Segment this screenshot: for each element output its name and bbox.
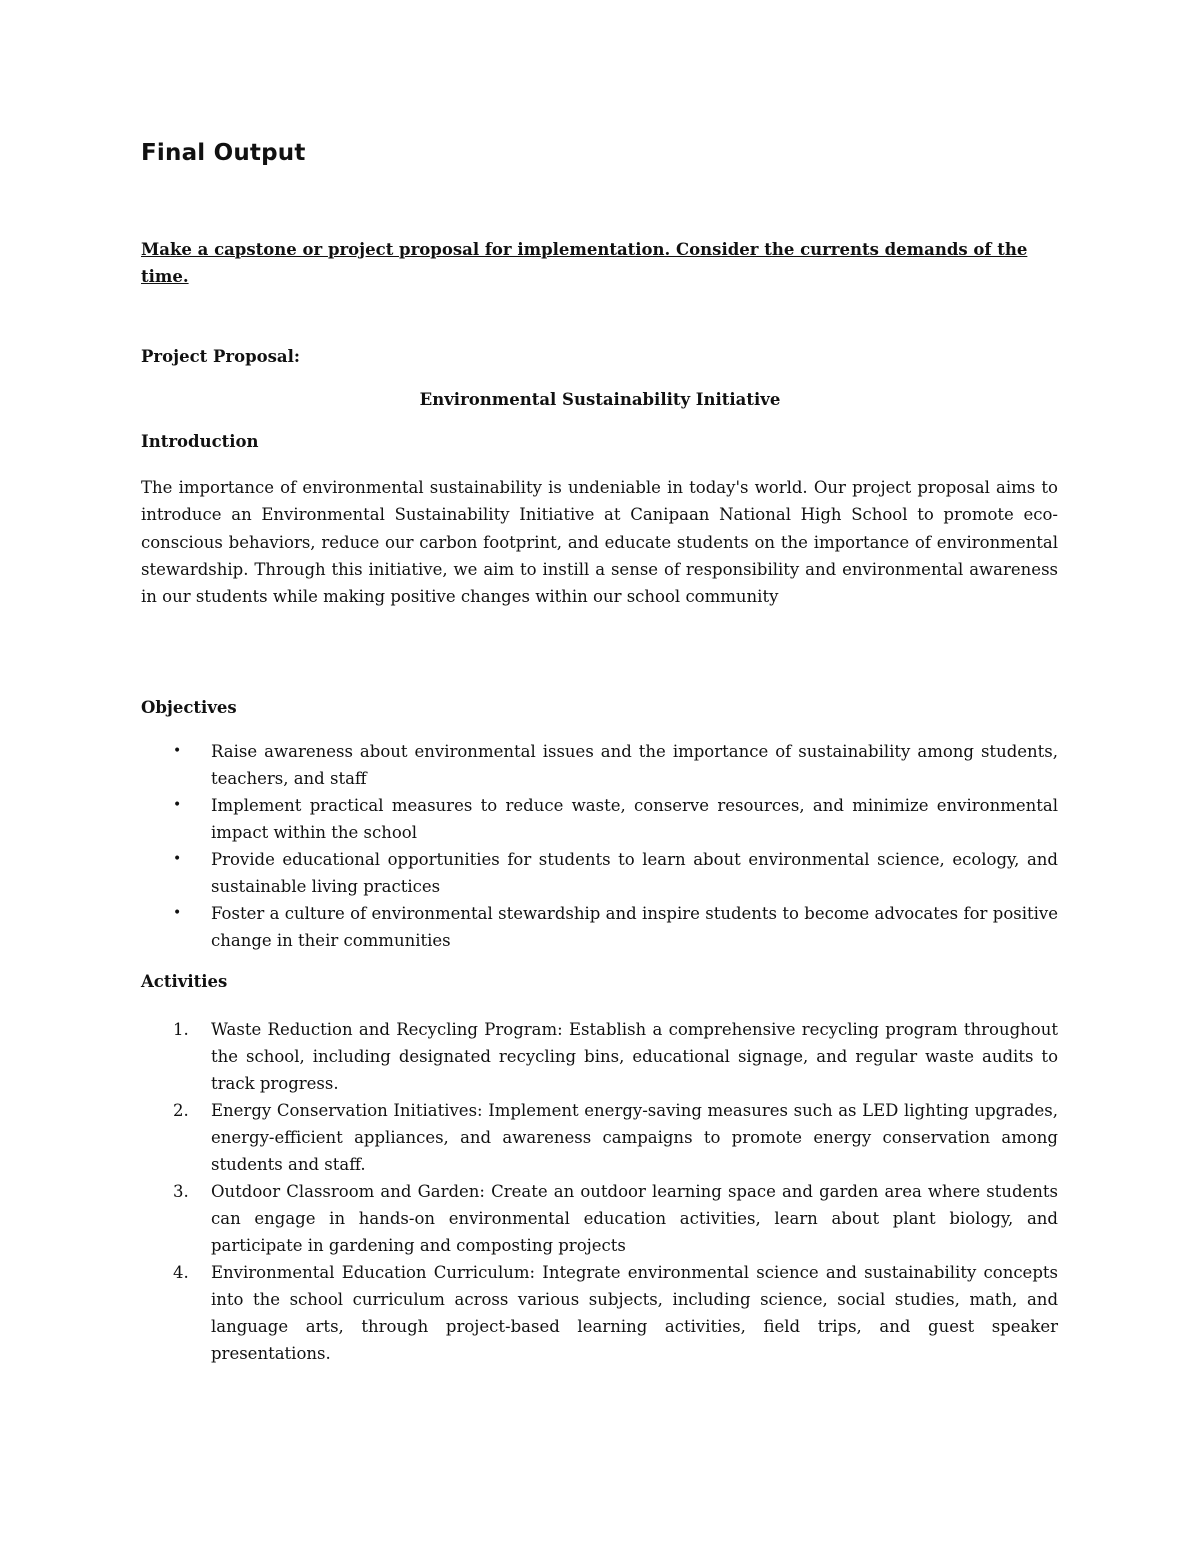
list-item [141, 1016, 1058, 1097]
list-number: 4. [173, 1263, 189, 1282]
objectives-list [141, 738, 1058, 954]
bullet-icon: • [173, 797, 182, 813]
page-title: Final Output [141, 140, 306, 166]
activity-text: Energy Conservation Initiatives: Implement energy-saving measures such as LED lighting upgrades, energy-efficient appliances, and awareness campaigns to promote energy conservation among students and staff. [211, 1101, 1058, 1174]
list-item [141, 1097, 1058, 1178]
activities-list [141, 1016, 1058, 1367]
list-number: 1. [173, 1020, 189, 1039]
bullet-icon: • [173, 851, 182, 867]
list-item [141, 846, 1058, 900]
objective-text: Raise awareness about environmental issues and the importance of sustainability among students, teachers, and staff [211, 742, 1058, 788]
objective-text: Provide educational opportunities for students to learn about environmental science, ecology, and sustainable living practices [211, 850, 1058, 896]
activity-text: Waste Reduction and Recycling Program: Establish a comprehensive recycling program throughout the school, including designated recycling bins, educational signage, and regular waste audits to track progress. [211, 1020, 1058, 1093]
activities-heading: Activities [141, 972, 228, 991]
proposal-title: Environmental Sustainability Initiative [419, 390, 781, 409]
objectives-heading: Objectives [141, 698, 237, 717]
introduction-paragraph: The importance of environmental sustainability is undeniable in today's world. Our project proposal aims to introduce an Environmental Sustainability Initiative at Canipaan National High School to promote eco-conscious behaviors, reduce our carbon footprint, and educate students on the importance of environmental stewardship. Through this initiative, we aim to instill a sense of responsibility and environmental awareness in our students while making positive changes within our school community [141, 478, 1058, 607]
bullet-icon: • [173, 743, 182, 759]
list-item [141, 900, 1058, 954]
proposal-label: Project Proposal: [141, 347, 300, 366]
activity-text: Environmental Education Curriculum: Integrate environmental science and sustainability concepts into the school curriculum across various subjects, including science, social studies, math, and language arts, through project-based learning activities, field trips, and guest speaker presentations. [211, 1263, 1058, 1363]
assignment-prompt: Make a capstone or project proposal for implementation. Consider the currents demands of the time. [141, 240, 1028, 286]
list-item [141, 1259, 1058, 1367]
objective-text: Implement practical measures to reduce waste, conserve resources, and minimize environmental impact within the school [211, 796, 1058, 842]
list-item [141, 1178, 1058, 1259]
list-item [141, 792, 1058, 846]
list-item [141, 738, 1058, 792]
list-number: 3. [173, 1182, 189, 1201]
bullet-icon: • [173, 905, 182, 921]
list-number: 2. [173, 1101, 189, 1120]
activity-text: Outdoor Classroom and Garden: Create an outdoor learning space and garden area where students can engage in hands-on environmental education activities, learn about plant biology, and participate in gardening and composting projects [211, 1182, 1058, 1255]
introduction-heading: Introduction [141, 432, 259, 451]
objective-text: Foster a culture of environmental stewardship and inspire students to become advocates for positive change in their communities [211, 904, 1058, 950]
